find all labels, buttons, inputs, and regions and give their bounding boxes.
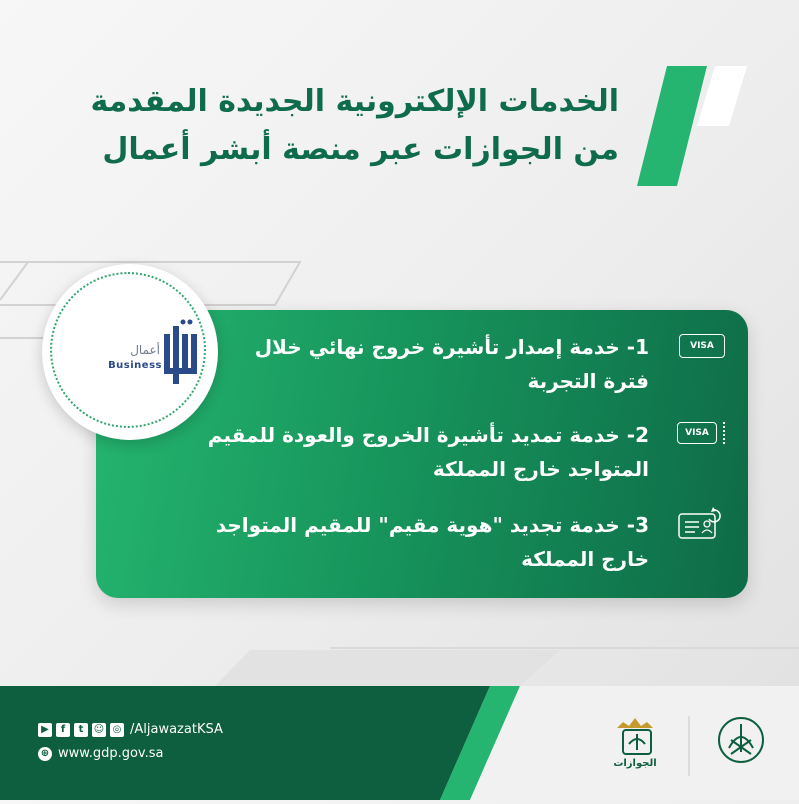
service-3-line-2: خارج المملكة (521, 547, 649, 571)
service-item-1 (255, 330, 649, 398)
quote-mark-decoration (637, 66, 747, 196)
snapchat-icon[interactable]: ☺ (93, 723, 105, 735)
page-title (59, 78, 619, 174)
social-links-row (38, 722, 223, 737)
jawazat-label: الجوازات (613, 758, 657, 769)
footer (0, 686, 799, 800)
title-line-2: من الجوازات عبر منصة أبشر أعمال (102, 132, 619, 167)
service-2-line-1: 2- خدمة تمديد تأشيرة الخروج والعودة للمقيم (207, 423, 649, 447)
facebook-icon[interactable]: f (56, 723, 70, 737)
instagram-icon[interactable]: ◎ (110, 723, 124, 737)
service-2-line-2: المتواجد خارج المملكة (432, 457, 649, 481)
youtube-icon[interactable]: ▶ (38, 723, 52, 737)
service-item-2 (208, 418, 649, 486)
government-emblems (569, 686, 799, 800)
service-3-line-1: 3- خدمة تجديد "هوية مقيم" للمقيم المتواجد (215, 513, 649, 537)
id-renew-icon (677, 506, 725, 540)
globe-icon: ⊕ (38, 747, 52, 761)
service-1-line-2: فترة التجربة (527, 369, 649, 393)
visa-extend-icon-text: VISA (677, 422, 717, 444)
visa-extend-icon (677, 422, 725, 444)
website-row (38, 746, 164, 761)
twitter-icon[interactable]: t (74, 723, 88, 737)
logo-sub-arabic: أعمال (130, 343, 160, 357)
logo-sub-english: Business (108, 360, 162, 371)
service-item-3 (216, 508, 649, 576)
website-link[interactable]: www.gdp.gov.sa (58, 746, 164, 761)
visa-icon-text: VISA (679, 334, 725, 358)
service-1-line-1: 1- خدمة إصدار تأشيرة خروج نهائي خلال (254, 335, 649, 359)
jawazat-emblem-icon (569, 686, 799, 800)
social-handle[interactable]: /AljawazatKSA (130, 722, 223, 737)
title-line-1: الخدمات الإلكترونية الجديدة المقدمة (90, 84, 619, 119)
visa-card-icon (679, 334, 725, 358)
absher-business-logo (42, 264, 218, 440)
